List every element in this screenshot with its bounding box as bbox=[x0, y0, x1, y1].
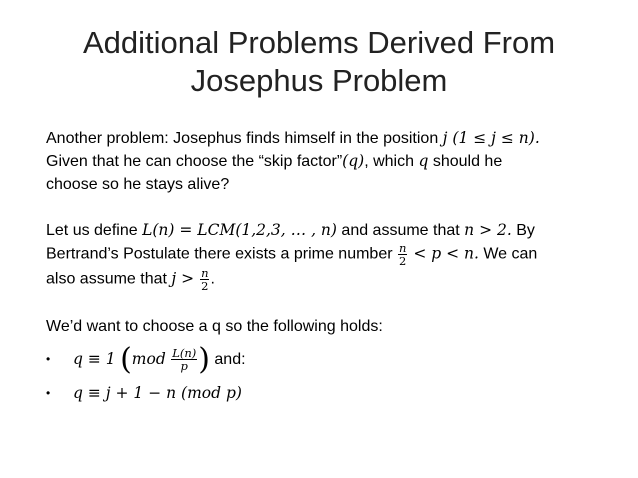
fraction3-numerator: L(n) bbox=[172, 346, 197, 361]
bullet1-math-congruence: q ≡ 1 bbox=[73, 350, 116, 368]
p1-math-position: j (1 ≤ j ≤ n). bbox=[442, 129, 540, 147]
p2-math-prime: < p < n. bbox=[408, 244, 479, 263]
title-line-2: Josephus Problem bbox=[190, 63, 448, 98]
fraction2-denominator: 2 bbox=[201, 279, 209, 293]
paragraph-definition bbox=[46, 219, 606, 292]
slide-title bbox=[0, 24, 638, 100]
bullet1-math-mod: mod bbox=[131, 350, 166, 368]
bullet-condition-1 bbox=[46, 341, 606, 377]
bullet1-left-paren: ( bbox=[120, 341, 132, 377]
slide-body bbox=[46, 127, 606, 406]
p2-text-4: Bertrand’s Postulate there exists a prime number bbox=[46, 245, 397, 263]
p1-math-q2: q bbox=[418, 152, 429, 170]
p2-text-3: By bbox=[511, 222, 535, 239]
p1-text-3: , which bbox=[364, 153, 419, 170]
bullet1-text-and: and: bbox=[209, 351, 246, 368]
p2-text-7: . bbox=[210, 270, 215, 288]
p2-text-6: also assume that bbox=[46, 270, 172, 288]
fraction3-denominator: p bbox=[180, 359, 188, 374]
bullet-dot: • bbox=[46, 386, 51, 400]
p2-text-5: We can bbox=[478, 245, 538, 263]
title-line-1: Additional Problems Derived From bbox=[82, 25, 556, 60]
p2-text-2: and assume that bbox=[336, 222, 465, 239]
bullet-condition-2 bbox=[46, 381, 606, 406]
paragraph-conditions-intro: We’d want to choose a q so the following holds: bbox=[46, 318, 383, 335]
fraction2-numerator: n bbox=[201, 266, 209, 280]
p1-math-q: (q) bbox=[342, 152, 365, 170]
p2-math-n: n > 2. bbox=[464, 221, 512, 239]
p2-math-lcm: L(n) = LCM(1,2,3, … , n) bbox=[142, 221, 337, 239]
p1-text-5: choose so he stays alive? bbox=[46, 176, 230, 193]
bullet2-math-congruence: q ≡ j + 1 − n (mod p) bbox=[73, 384, 242, 402]
fraction-n-over-2 bbox=[398, 242, 407, 267]
fraction-numerator: n bbox=[398, 241, 407, 255]
p2-text-1: Let us define bbox=[46, 222, 143, 239]
fraction-n-over-2-second bbox=[200, 267, 209, 292]
p1-text-4: should he bbox=[428, 153, 503, 170]
p1-text-2: Given that he can choose the “skip factor” bbox=[46, 153, 343, 170]
paragraph-problem bbox=[46, 127, 606, 196]
fraction-denominator: 2 bbox=[399, 254, 407, 268]
p2-math-j: j > bbox=[171, 269, 200, 288]
fraction-ln-over-p bbox=[171, 347, 197, 372]
bullet1-right-paren: ) bbox=[198, 341, 210, 377]
bullet-dot: • bbox=[46, 352, 51, 366]
p1-text-1: Another problem: Josephus finds himself in the position bbox=[46, 130, 443, 147]
